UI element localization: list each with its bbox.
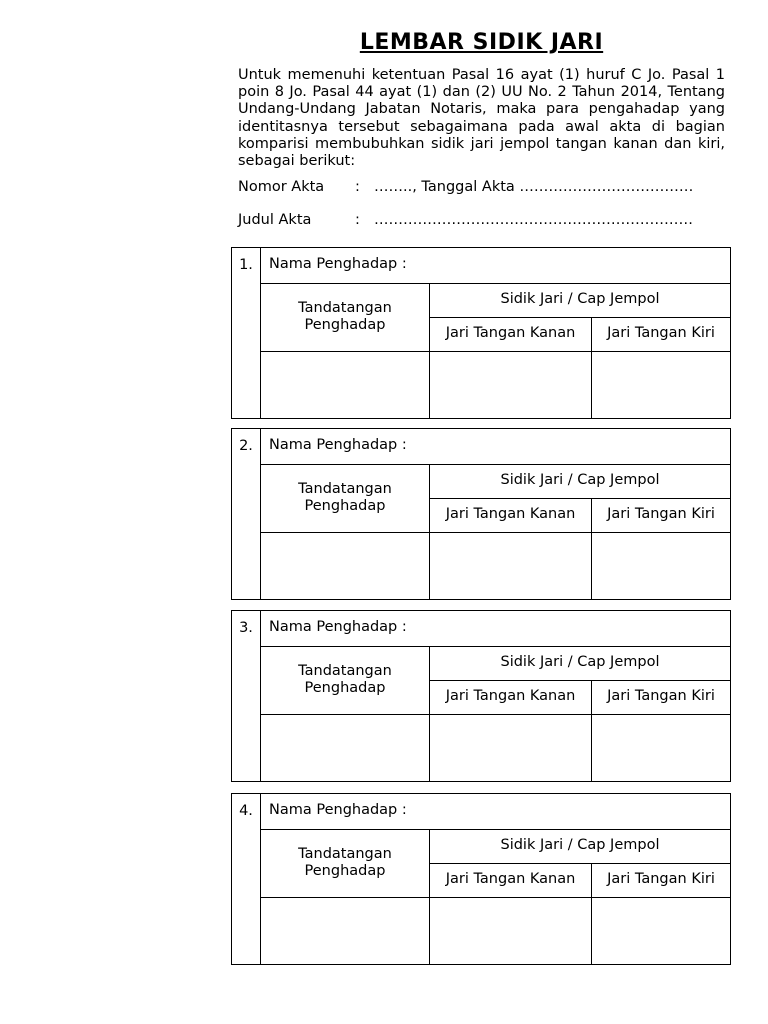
signature-header: Tandatangan Penghadap: [261, 284, 430, 352]
signature-box[interactable]: [261, 533, 430, 599]
intro-paragraph: Untuk memenuhi ketentuan Pasal 16 ayat (1) huruf C Jo. Pasal 1 poin 8 Jo. Pasal 44 ayat (1) dan (2) UU No. 2 Tahun 2014, Tentang Undang-Undang Jabatan Notaris, maka para pengahadap yang identitasnya tersebut sebagaimana pada awal akta di bagian komparisi membubuhkan sidik jari jempol tangan kanan dan kiri, sebagai berikut:: [238, 67, 725, 170]
right-hand-print-box[interactable]: [430, 352, 592, 418]
fingerprint-header: Sidik Jari / Cap Jempol: [430, 647, 730, 681]
signature-box[interactable]: [261, 898, 430, 964]
block-number: 4.: [232, 794, 261, 964]
fingerprint-header: Sidik Jari / Cap Jempol: [430, 284, 730, 318]
right-hand-header: Jari Tangan Kanan: [430, 499, 592, 533]
block-number: 2.: [232, 429, 261, 599]
left-hand-header: Jari Tangan Kiri: [592, 864, 730, 898]
fingerprint-header: Sidik Jari / Cap Jempol: [430, 830, 730, 864]
fingerprint-header: Sidik Jari / Cap Jempol: [430, 465, 730, 499]
page-title: LEMBAR SIDIK JARI: [359, 30, 604, 55]
right-hand-header: Jari Tangan Kanan: [430, 864, 592, 898]
right-hand-print-box[interactable]: [430, 898, 592, 964]
right-hand-print-box[interactable]: [430, 533, 592, 599]
left-hand-print-box[interactable]: [592, 715, 730, 781]
fingerprint-block-1: [231, 247, 731, 419]
name-field[interactable]: Nama Penghadap :: [261, 611, 730, 647]
fingerprint-block-4: [231, 793, 731, 965]
right-hand-print-box[interactable]: [430, 715, 592, 781]
nomor-akta-label: Nomor Akta: [238, 179, 325, 195]
signature-header: Tandatangan Penghadap: [261, 830, 430, 898]
signature-box[interactable]: [261, 352, 430, 418]
fingerprint-block-3: [231, 610, 731, 782]
judul-akta-colon: :: [355, 212, 360, 228]
signature-header: Tandatangan Penghadap: [261, 647, 430, 715]
judul-akta-value: …………………………………………………………: [374, 212, 693, 228]
name-field[interactable]: Nama Penghadap :: [261, 794, 730, 830]
left-hand-print-box[interactable]: [592, 533, 730, 599]
name-field[interactable]: Nama Penghadap :: [261, 429, 730, 465]
block-number: 1.: [232, 248, 261, 418]
name-field[interactable]: Nama Penghadap :: [261, 248, 730, 284]
nomor-akta-value: …….., Tanggal Akta ………………………………: [374, 179, 694, 195]
left-hand-print-box[interactable]: [592, 898, 730, 964]
left-hand-header: Jari Tangan Kiri: [592, 318, 730, 352]
block-number: 3.: [232, 611, 261, 781]
left-hand-header: Jari Tangan Kiri: [592, 499, 730, 533]
right-hand-header: Jari Tangan Kanan: [430, 318, 592, 352]
signature-box[interactable]: [261, 715, 430, 781]
fingerprint-block-2: [231, 428, 731, 600]
left-hand-print-box[interactable]: [592, 352, 730, 418]
judul-akta-label: Judul Akta: [238, 212, 312, 228]
left-hand-header: Jari Tangan Kiri: [592, 681, 730, 715]
nomor-akta-colon: :: [355, 179, 360, 195]
signature-header: Tandatangan Penghadap: [261, 465, 430, 533]
right-hand-header: Jari Tangan Kanan: [430, 681, 592, 715]
